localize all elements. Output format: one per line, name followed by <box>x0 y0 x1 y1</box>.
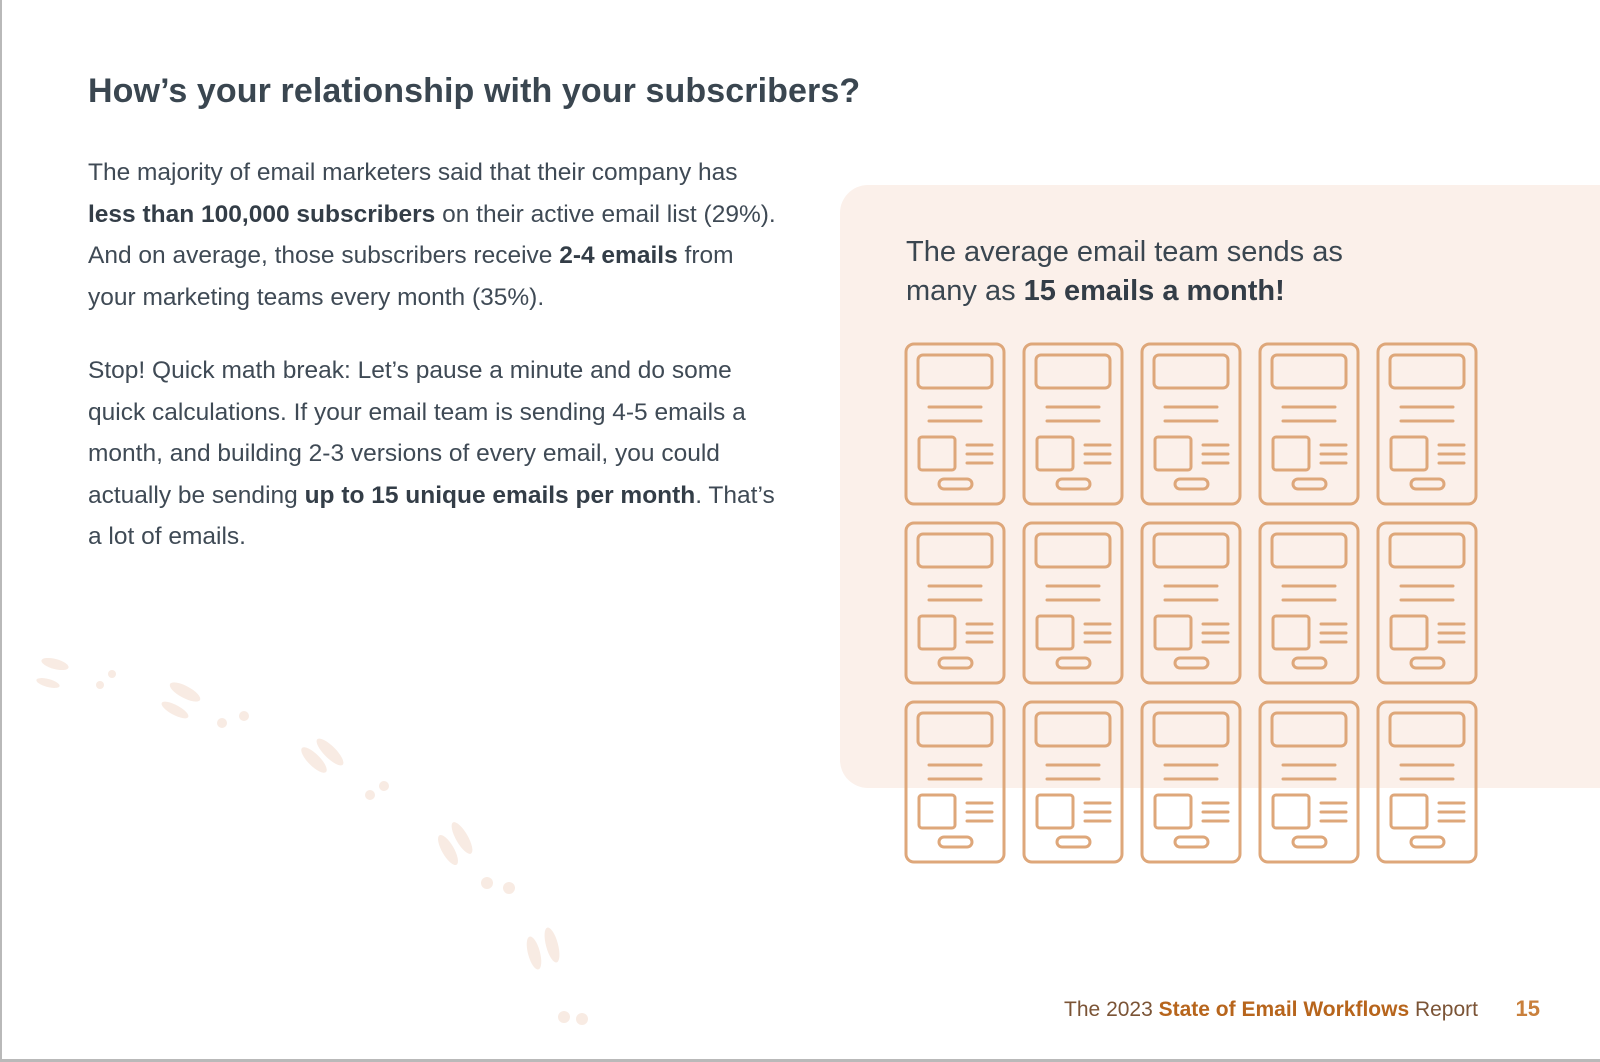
p1-text-3: from your marketing teams every month (35%). <box>88 242 734 311</box>
p2-bold-unique-emails: up to 15 unique emails per month <box>304 481 696 509</box>
footer-report-name: State of Email Workflows <box>1158 998 1410 1021</box>
email-template-icon <box>1376 342 1478 506</box>
email-template-icon <box>1258 521 1360 685</box>
subscriber-stats-paragraph <box>88 152 778 318</box>
email-template-icon <box>1022 700 1124 864</box>
email-template-icon <box>1258 342 1360 506</box>
email-template-icon <box>904 521 1006 685</box>
callout-line-2-prefix: many as <box>906 275 1024 307</box>
email-template-icon <box>1258 700 1360 864</box>
quick-math-paragraph <box>88 350 778 558</box>
p1-text-1: The majority of email marketers said that their company has <box>88 159 738 186</box>
p1-bold-emails: 2-4 emails <box>559 242 678 269</box>
p2-text-2: . That’s a lot of emails. <box>88 481 775 550</box>
email-template-icon <box>904 342 1006 506</box>
callout-line-1: The average email team sends as <box>906 236 1343 268</box>
email-template-icon <box>1022 521 1124 685</box>
email-template-icon <box>1140 342 1242 506</box>
page-number: 15 <box>1515 996 1540 1021</box>
footer-suffix: Report <box>1409 998 1478 1021</box>
footer-prefix: The 2023 <box>1064 998 1159 1021</box>
email-template-icon <box>1376 700 1478 864</box>
email-template-icon <box>1376 521 1478 685</box>
callout-text <box>906 233 1506 311</box>
callout-line-2-bold: 15 emails a month! <box>1023 275 1285 307</box>
email-template-icon <box>904 700 1006 864</box>
email-icon-grid <box>904 342 1504 872</box>
report-footer <box>1064 998 1478 1022</box>
p2-text-1: Stop! Quick math break: Let’s pause a minute and do some quick calculations. If your email team is sending 4-5 emails a month, and building 2-3 versions of every email, you could actually be sending <box>88 357 746 509</box>
p1-bold-subscribers: less than 100,000 subscribers <box>88 200 436 228</box>
page-title: How’s your relationship with your subscribers? <box>88 72 861 110</box>
email-template-icon <box>1140 521 1242 685</box>
email-template-icon <box>1140 700 1242 864</box>
p1-text-2: on their active email list (29%). And on average, those subscribers receive <box>88 200 776 269</box>
email-template-icon <box>1022 342 1124 506</box>
